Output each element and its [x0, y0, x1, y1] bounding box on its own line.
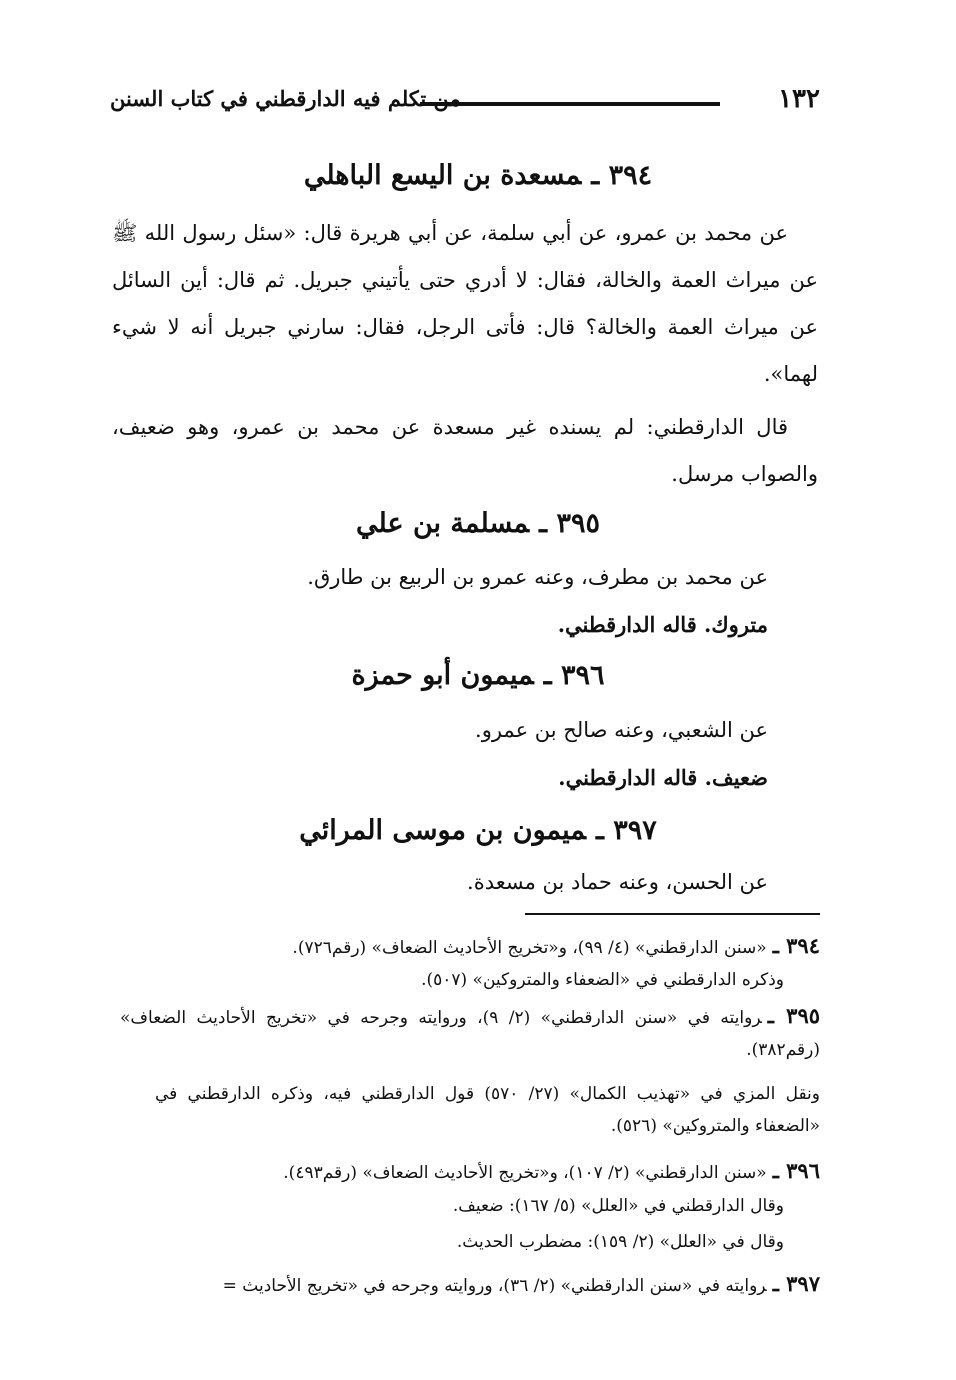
entry-line: عن الحسن، وعنه حماد بن مسعدة. — [467, 870, 768, 894]
header-rule — [420, 102, 720, 106]
footnote-text: روايته في «سنن الدارقطني» (٢/ ٣٦)، وروايته وجرحه في «تخريج الأحاديث = — [222, 1276, 767, 1296]
footnote-separator — [525, 913, 820, 915]
page-number: ١٣٢ — [778, 84, 820, 114]
entry-name: مسلمة بن علي — [356, 508, 530, 539]
footnote-continuation: وقال في «العلل» (٢/ ١٥٩): مضطرب الحديث. — [456, 1232, 784, 1252]
footnote-395 — [120, 1000, 820, 1066]
entry-number: ٣٩٤ ـ — [591, 160, 653, 191]
footnote-number: ٣٩٦ ـ — [772, 1158, 820, 1183]
entry-number: ٣٩٧ ـ — [595, 815, 657, 846]
footnote-394 — [120, 930, 820, 964]
footnote-continuation: وقال الدارقطني في «العلل» (٥/ ١٦٧): ضعيف. — [452, 1196, 784, 1216]
entry-line: عن الشعبي، وعنه صالح بن عمرو. — [475, 718, 768, 742]
footnote-396 — [120, 1155, 820, 1189]
footnote-continuation: ونقل المزي في «تهذيب الكمال» (٢٧/ ٥٧٠) قول الدارقطني فيه، وذكره الدارقطني في «الضعفاء والمتروكين» (٥٢٦). — [155, 1084, 820, 1136]
footnote-text: «سنن الدارقطني» (٢/ ١٠٧)، و«تخريج الأحاديث الضعاف» (رقم٤٩٣). — [283, 1163, 767, 1183]
entry-name: ميمون بن موسى المرائي — [299, 815, 586, 846]
footnote-text: «سنن الدارقطني» (٤/ ٩٩)، و«تخريج الأحاديث الضعاف» (رقم٧٢٦). — [292, 938, 767, 958]
entry-name: ميمون أبو حمزة — [351, 660, 534, 691]
entry-heading-395 — [0, 508, 956, 539]
footnote-number: ٣٩٤ ـ — [772, 933, 820, 958]
footnote-continuation: وذكره الدارقطني في «الضعفاء والمتروكين» (٥٠٧). — [421, 970, 784, 990]
entry-heading-397 — [0, 815, 956, 846]
entry-heading-394 — [0, 160, 956, 191]
entry-number: ٣٩٥ ـ — [539, 508, 600, 539]
footnote-text: روايته في «سنن الدارقطني» (٢/ ٩)، وروايته وجرحه في «تخريج الأحاديث الضعاف» (رقم٣٨٢). — [120, 1008, 820, 1060]
page-header — [110, 84, 820, 124]
entry-heading-396 — [0, 660, 956, 691]
footnote-number: ٣٩٥ ـ — [767, 1003, 821, 1028]
entry-line: عن محمد بن مطرف، وعنه عمرو بن الربيع بن طارق. — [307, 565, 768, 589]
entry-paragraph: عن محمد بن عمرو، عن أبي سلمة، عن أبي هريرة قال: «سئل رسول الله ﷺ عن ميراث العمة والخالة، فقال: لا أدري حتى يأتيني جبريل. ثم قال: أين السائل عن ميراث العمة والخالة؟ قال: فأتى الرجل، فقال: سارني جبريل أنه لا شيء لهما». — [112, 221, 818, 386]
entry-line: ضعيف. قاله الدارقطني. — [558, 765, 768, 790]
footnote-number: ٣٩٧ ـ — [772, 1271, 820, 1296]
footnote-397 — [120, 1268, 820, 1302]
entry-line: متروك. قاله الدارقطني. — [557, 612, 768, 637]
entry-name: مسعدة بن اليسع الباهلي — [303, 160, 582, 191]
entry-paragraph: قال الدارقطني: لم يسنده غير مسعدة عن محمد بن عمرو، وهو ضعيف، والصواب مرسل. — [112, 415, 818, 486]
entry-number: ٣٩٦ ـ — [543, 660, 605, 691]
running-title: من تكلم فيه الدارقطني في كتاب السنن — [110, 86, 461, 111]
